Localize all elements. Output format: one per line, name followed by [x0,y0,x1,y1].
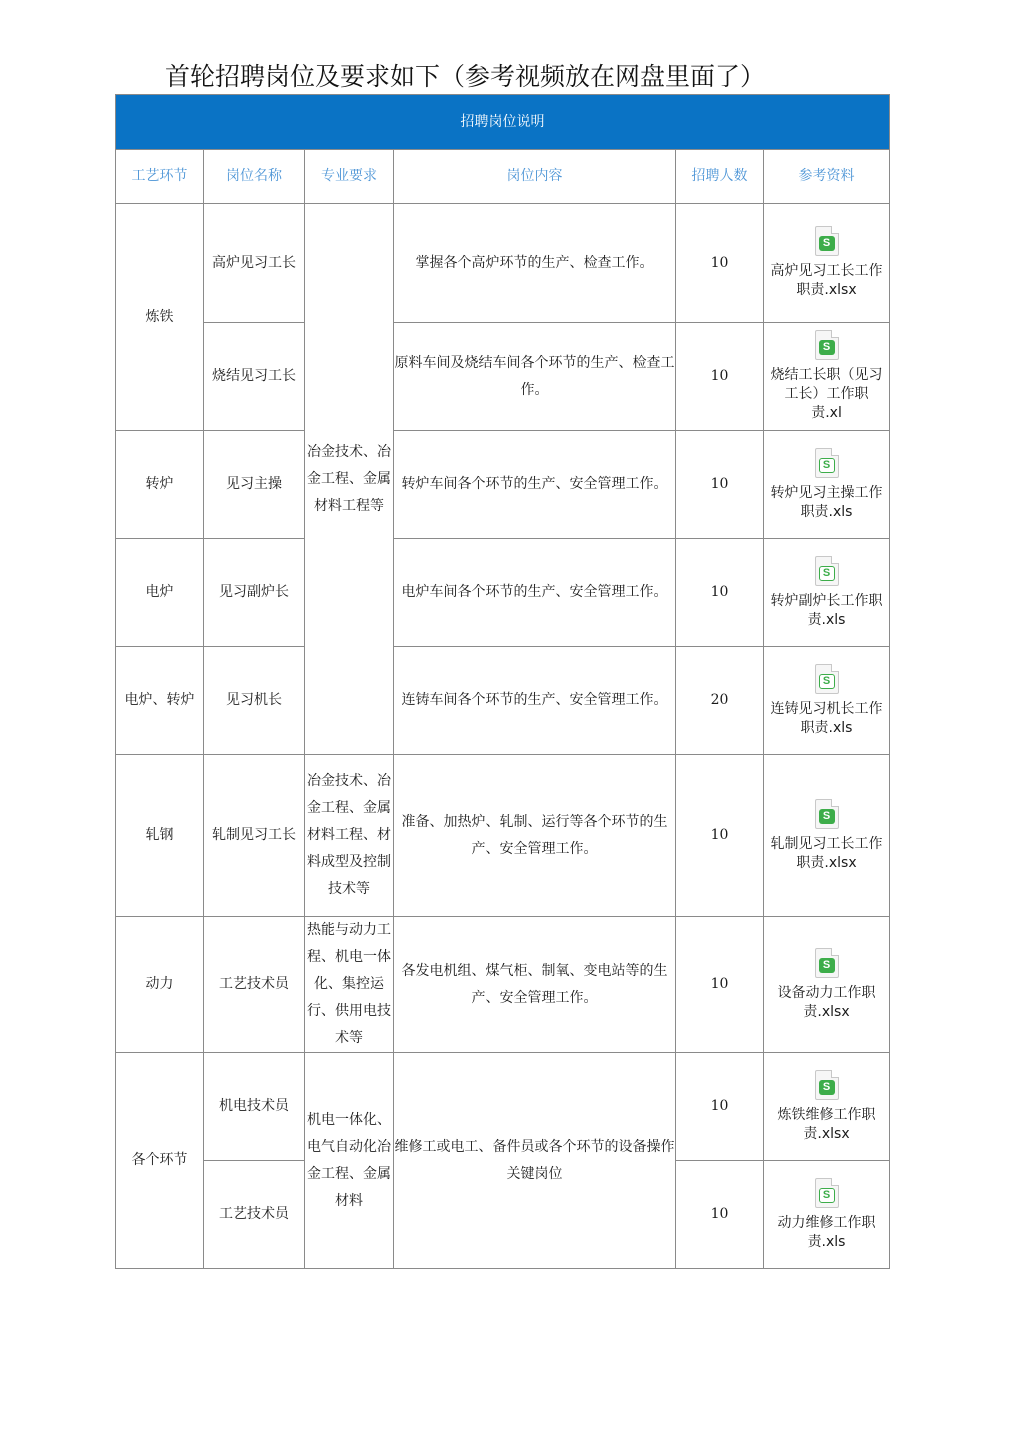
position-cell: 见习副炉长 [204,539,305,647]
content-cell: 连铸车间各个环节的生产、安全管理工作。 [394,647,676,755]
count-cell: 20 [676,647,764,755]
recruitment-table [115,94,890,1269]
header-content: 岗位内容 [394,150,676,204]
stage-cell: 电炉、转炉 [116,647,204,755]
header-row [116,150,890,204]
major-cell: 冶金技术、冶金工程、金属材料工程等 [305,204,394,755]
major-cell: 机电一体化、电气自动化冶金工程、金属材料 [305,1053,394,1269]
table-row [116,539,890,647]
reference-file-name[interactable]: 炼铁维修工作职责.xlsx [777,1106,876,1142]
count-cell: 10 [676,917,764,1053]
reference-cell[interactable] [764,1161,890,1269]
header-major: 专业要求 [305,150,394,204]
reference-cell[interactable] [764,647,890,755]
table-row [116,755,890,917]
table-row [116,647,890,755]
position-cell: 机电技术员 [204,1053,305,1161]
spreadsheet-file-icon[interactable]: S [815,330,839,360]
position-cell: 见习机长 [204,647,305,755]
spreadsheet-file-icon[interactable]: S [815,1070,839,1100]
position-cell: 高炉见习工长 [204,204,305,323]
major-cell: 冶金技术、冶金工程、金属材料工程、材料成型及控制技术等 [305,755,394,917]
reference-cell[interactable] [764,1053,890,1161]
reference-cell[interactable] [764,755,890,917]
stage-cell: 转炉 [116,431,204,539]
content-cell: 维修工或电工、备件员或各个环节的设备操作关键岗位 [394,1053,676,1269]
content-cell: 各发电机组、煤气柜、制氧、变电站等的生产、安全管理工作。 [394,917,676,1053]
table-row [116,204,890,323]
reference-cell[interactable] [764,917,890,1053]
count-cell: 10 [676,1161,764,1269]
stage-cell: 电炉 [116,539,204,647]
reference-file-name[interactable]: 连铸见习机长工作职责.xls [770,700,883,736]
count-cell: 10 [676,1053,764,1161]
table-row [116,1053,890,1161]
table-banner: 招聘岗位说明 [116,95,890,150]
count-cell: 10 [676,539,764,647]
header-reference: 参考资料 [764,150,890,204]
spreadsheet-file-icon[interactable]: S [815,948,839,978]
count-cell: 10 [676,323,764,431]
reference-cell[interactable] [764,323,890,431]
spreadsheet-file-icon[interactable]: S [815,556,839,586]
reference-file-name[interactable]: 高炉见习工长工作职责.xlsx [770,263,883,298]
spreadsheet-file-icon[interactable]: S [815,1178,839,1208]
document-title: 首轮招聘岗位及要求如下（参考视频放在网盘里面了） [165,62,766,91]
count-cell: 10 [676,755,764,917]
table-row [116,917,890,1053]
position-cell: 烧结见习工长 [204,323,305,431]
spreadsheet-file-icon[interactable]: S [815,664,839,694]
table-row [116,431,890,539]
header-position: 岗位名称 [204,150,305,204]
stage-cell: 各个环节 [116,1053,204,1269]
major-cell: 热能与动力工程、机电一体化、集控运行、供用电技术等 [305,917,394,1053]
spreadsheet-file-icon[interactable]: S [815,799,839,829]
content-cell: 原料车间及烧结车间各个环节的生产、检查工作。 [394,323,676,431]
count-cell: 10 [676,431,764,539]
reference-cell[interactable] [764,431,890,539]
content-cell: 电炉车间各个环节的生产、安全管理工作。 [394,539,676,647]
reference-file-name[interactable]: 烧结工长职（见习工长）工作职责.xl [770,367,883,421]
position-cell: 见习主操 [204,431,305,539]
reference-cell[interactable] [764,539,890,647]
reference-file-name[interactable]: 转炉副炉长工作职责.xls [770,592,883,628]
stage-cell: 轧钢 [116,755,204,917]
stage-cell: 动力 [116,917,204,1053]
reference-file-name[interactable]: 动力维修工作职责.xls [777,1214,876,1250]
reference-cell[interactable] [764,204,890,323]
position-cell: 工艺技术员 [204,1161,305,1269]
count-cell: 10 [676,204,764,323]
position-cell: 轧制见习工长 [204,755,305,917]
spreadsheet-file-icon[interactable]: S [815,448,839,478]
stage-cell: 炼铁 [116,204,204,431]
spreadsheet-file-icon[interactable]: S [815,226,839,256]
reference-file-name[interactable]: 轧制见习工长工作职责.xlsx [770,835,883,871]
reference-file-name[interactable]: 设备动力工作职责.xlsx [777,984,876,1020]
header-count: 招聘人数 [676,150,764,204]
reference-file-name[interactable]: 转炉见习主操工作职责.xls [770,484,883,520]
position-cell: 工艺技术员 [204,917,305,1053]
table-row [116,323,890,431]
header-stage: 工艺环节 [116,150,204,204]
content-cell: 掌握各个高炉环节的生产、检查工作。 [394,204,676,323]
content-cell: 准备、加热炉、轧制、运行等各个环节的生产、安全管理工作。 [394,755,676,917]
content-cell: 转炉车间各个环节的生产、安全管理工作。 [394,431,676,539]
